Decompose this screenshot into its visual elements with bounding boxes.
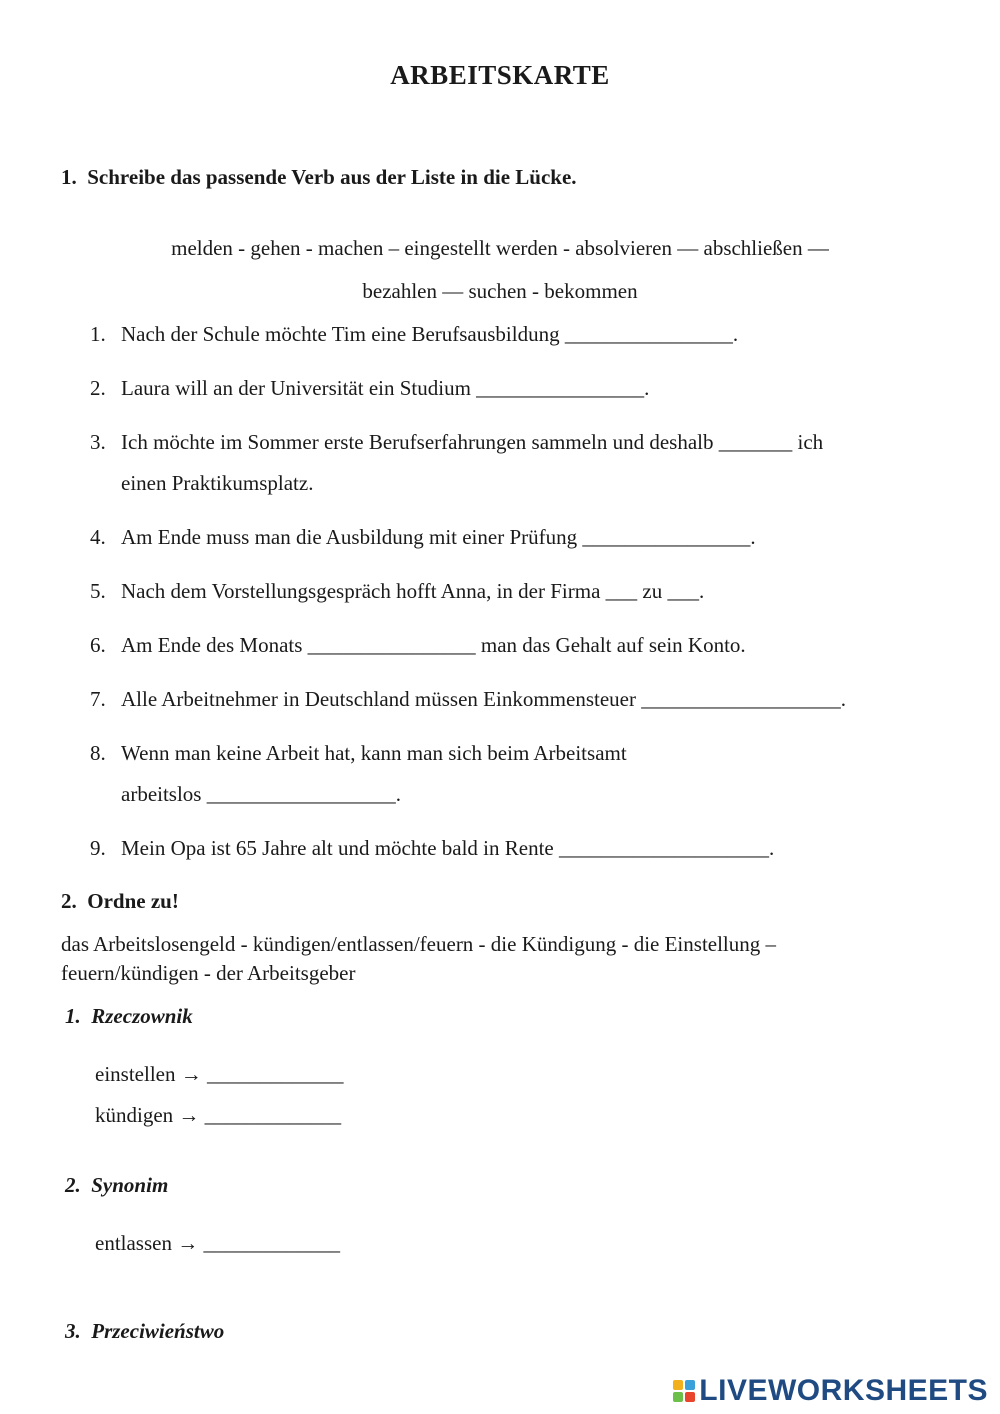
item-number: 7. (90, 687, 106, 711)
item-text: Laura will an der Universität ein Studium ________________. (121, 376, 650, 400)
exercise-item-3-continued: einen Praktikumsplatz. (121, 471, 314, 495)
word-bank-line-2: bezahlen — suchen - bekommen (362, 279, 638, 303)
task1-heading (61, 165, 577, 190)
task2-word-line-2: feuern/kündigen - der Arbeitsgeber (61, 961, 356, 985)
page-title: ARBEITSKARTE (390, 60, 610, 90)
item-text: Wenn man keine Arbeit hat, kann man sich beim Arbeitsamt (121, 741, 627, 765)
liveworksheets-logo[interactable] (673, 1374, 988, 1408)
exercise-item-7 (90, 687, 846, 712)
item-text: Nach dem Vorstellungsgespräch hofft Anna, in der Firma ___ zu ___. (121, 579, 705, 603)
exercise-item-2 (90, 376, 649, 401)
task1-number: 1. (61, 165, 77, 189)
group-label: Synonim (91, 1173, 169, 1197)
logo-mark-tile (673, 1380, 683, 1390)
word-bank-line-1: melden - gehen - machen – eingestellt werden - absolvieren — abschließen –– (171, 236, 829, 260)
item-number: 6. (90, 633, 106, 657)
logo-text: LIVEWORKSHEETS (699, 1374, 988, 1407)
item-text: Am Ende des Monats ________________ man das Gehalt auf sein Konto. (121, 633, 746, 657)
item-number: 2. (90, 376, 106, 400)
item-number: 3. (90, 430, 106, 454)
group-label: Rzeczownik (91, 1004, 193, 1028)
item-text: Alle Arbeitnehmer in Deutschland müssen Einkommensteuer ___________________. (121, 687, 846, 711)
answer-row-entlassen: entlassen → _____________ (95, 1231, 340, 1255)
item-number: 4. (90, 525, 106, 549)
group-label: Przeciwieństwo (91, 1319, 225, 1343)
exercise-item-6 (90, 633, 746, 658)
item-number: 1. (90, 322, 106, 346)
item-number: 8. (90, 741, 106, 765)
exercise-item-8-continued: arbeitslos __________________. (121, 782, 401, 806)
exercise-item-3 (90, 430, 823, 455)
group-heading-przeciwienstwo (65, 1319, 224, 1344)
group-heading-rzeczownik (65, 1004, 193, 1029)
logo-mark-tile (673, 1392, 683, 1402)
answer-row-einstellen: einstellen → _____________ (95, 1062, 344, 1086)
task2-heading (61, 889, 179, 914)
item-text: Mein Opa ist 65 Jahre alt und möchte bald in Rente ____________________. (121, 836, 775, 860)
exercise-item-8 (90, 741, 627, 766)
group-number: 2. (65, 1173, 81, 1197)
item-number: 5. (90, 579, 106, 603)
group-number: 3. (65, 1319, 81, 1343)
item-text: Am Ende muss man die Ausbildung mit einer Prüfung ________________. (121, 525, 756, 549)
exercise-item-1 (90, 322, 738, 347)
task2-number: 2. (61, 889, 77, 913)
task2-word-line-1: das Arbeitslosengeld - kündigen/entlassen/feuern - die Kündigung - die Einstellung – (61, 932, 777, 956)
item-number: 9. (90, 836, 106, 860)
exercise-item-9 (90, 836, 774, 861)
item-text: Ich möchte im Sommer erste Berufserfahrungen sammeln und deshalb _______ ich (121, 430, 824, 454)
logo-mark-tile (685, 1392, 695, 1402)
exercise-item-5 (90, 579, 704, 604)
group-heading-synonim (65, 1173, 168, 1198)
logo-mark-tile (685, 1380, 695, 1390)
task2-heading-text: Ordne zu! (87, 889, 179, 913)
answer-row-kuendigen: kündigen → _____________ (95, 1103, 342, 1127)
exercise-item-4 (90, 525, 756, 550)
item-text: Nach der Schule möchte Tim eine Berufsausbildung ________________. (121, 322, 739, 346)
task1-heading-text: Schreibe das passende Verb aus der Liste in die Lücke. (87, 165, 577, 189)
group-number: 1. (65, 1004, 81, 1028)
logo-mark-icon (673, 1380, 695, 1402)
